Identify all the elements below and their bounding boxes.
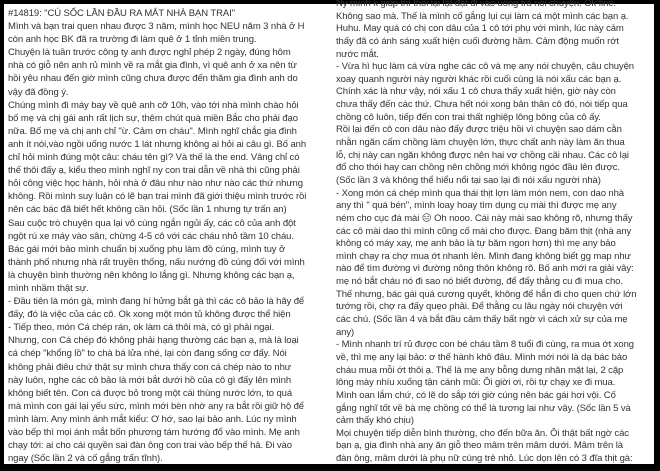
text-line: - Đầu tiên là món gà, mình đang hí hửng bắt gà thì các cô bảo là hãy để [8, 296, 305, 308]
text-line: mẹ nó bắt cháu nó đi sao nó biết đường, để đấy thằng cu đi mua cho. [336, 276, 623, 288]
text-line: anh ít nói,vào ngồi uống nước 1 lát nhưng không ai hỏi ai câu gì. Bố anh [8, 138, 307, 150]
text-line: nước mắt. [336, 48, 379, 60]
text-line: này luôn, nghe các cô bảo là mới bắt dưới hồ của cô gì đấy lên mình [8, 374, 292, 386]
text-line: bạn ạ, gia đình nhà any ăn giỗ theo mâm trên mâm dưới. Mâm trên là [336, 440, 623, 452]
text-line: các chú. (Sốc lần 4 và bắt đầu cảm thấy bất ngờ vì cách xử sự của mẹ [336, 314, 628, 326]
text-line: vậy đã đồng ý. [8, 86, 69, 98]
text-line: mình chạy ra chợ mua ớt nhanh lên. Mình đang không biết gg map như [336, 250, 631, 262]
text-line: lỗ, chị này can ngăn không được nên hai vợ chồng cãi nhau. Các cô lại [336, 149, 629, 161]
text-line: nào để tìm đường vì đường nông thôn không rõ. Bố anh mới ra giải vây: [336, 263, 634, 275]
text-line: nhà có giỗ nên anh rủ mình về ra mắt gia đình, vì quê anh ở xa nên từ [8, 60, 297, 72]
text-line: nữa. Bố mẹ và chị anh chỉ "ừ. Cảm ơn cháu". Mình nghĩ chắc gia đình [8, 125, 297, 137]
text-line: cháu mua mỗi ớt thôi ạ. Thế là mẹ any bỗng dưng nhăn mặt lại, 2 cặp [336, 364, 624, 376]
text-line: Chuyện là tuần trước công ty anh được nghỉ phép 2 ngày, đúng hôm [8, 47, 291, 59]
text-line: còn anh học BK đã ra trường đi làm quê ở 1 tỉnh miền trung. [8, 34, 257, 46]
text-line: - Mình nhanh trí rủ được con bé cháu tầm 8 tuổi đi cùng, ra mua ớt xong [336, 339, 634, 351]
text-line: cảm thấy khó chịu) [336, 415, 414, 427]
text-line: Nhưng, con Cá chép đó không phải hạng thường các bạn ạ, mà là loại [8, 335, 299, 347]
text-line: (Sốc lần 3 và không thể hiểu nổi tại sao lại đi nói xấu người nhà) [336, 174, 601, 186]
text-line: bố mẹ và chị gái anh rất lịch sự, thêm chút quà miền Bắc cho phải đạo [8, 112, 298, 124]
text-line: chỉ hỏi mình đúng một câu: cháu tên gì? Và thế là the end. Vâng chỉ có [8, 152, 300, 164]
text-line: Không sao mà. Thế là mình cố gắng lụi cụi làm cá một mình các bạn ạ. [336, 10, 629, 22]
text-line: Thế nhưng, bác gái quá cương quyết, không để hắn đi cho quen chứ lớn [336, 288, 637, 300]
left-column-text [8, 20, 322, 465]
text-line: Ny mình k giúp thì thôi lại lật đật đi vào uống trà nói chuyện. Ok fine. [336, 0, 617, 9]
post-page [4, 0, 654, 465]
text-line: Mình và bạn trai quen nhau được 3 năm, mình học NEU năm 3 nhà ở H [8, 21, 305, 33]
text-line: mình làm. Any mình ánh mắt kiểu: Ơ hớ, sao lại bảo anh. Lúc ny mình [8, 413, 297, 425]
text-line: không. Rồi mình suy luận có lẽ bạn trai mình đã giới thiệu mình trước rồi [8, 191, 307, 203]
text-line: đổ cho thói hay can chồng nên chồng mới không ngóc đầu lên được. [336, 162, 620, 174]
text-line: nhằn ngăn cấm chồng làm chuyện lớn, thực chất anh này làm ăn thua [336, 137, 625, 149]
text-line: lông mày nhíu xuống tận cánh mũi: Ôi giời ơi, rồi tự chạy xe đi mua. [336, 377, 616, 389]
text-line: Chính xác là như vậy, nói xấu 1 cô chưa thấy xuất hiện, giờ này còn [336, 86, 616, 98]
text-line: Bác gái mới bảo mình chuẩn bị xuống phụ làm đồ cúng, mình tuy ở [8, 243, 286, 255]
text-line: any thì " quá bén", mình loay hoay tìm dụng cụ mài thì được mẹ any [336, 200, 617, 212]
text-line: - Vừa hì hục làm cá vừa nghe các cô và mẹ any nói chuyện, câu chuyện [336, 61, 634, 73]
post-title: #14819: "CÚ SỐC LẦN ĐẦU RA MẮT NHÀ BẠN TRAI" [8, 8, 235, 19]
text-line: tướng rồi, chợ ra đấy quẹo phải. Để thằng cu lâu ngày nói chuyện với [336, 301, 623, 313]
text-line: Mình oan lắm chứ, có lẽ do sắp tới giờ cúng nên bác gái hơi vội. Cố [336, 389, 616, 401]
text-line: thấy đã có ánh sáng xuất hiện cuối đường hầm. Cảm động muốn rớt [336, 35, 619, 47]
text-line: không biết tên. Con cá được bỏ trong một cái thùng nước lớn, to quá [8, 387, 293, 399]
text-line: - Xong món cá chép mình qua thái thịt lợn làm món nem, con dao nhà [336, 187, 624, 199]
text-line: ngay (Sốc lần 2 và cố gắng trấn tĩnh). [8, 453, 163, 465]
right-column [336, 0, 653, 468]
text-line: Mọi chuyện tiếp diễn bình thường, cho đến bữa ăn. Ôi thật bất ngờ các [336, 427, 629, 439]
text-line: hồi yêu nhau đến giờ mình cũng chưa được đến thăm gia đình anh do [8, 73, 298, 85]
text-line: Sau cuộc trò chuyện qua lại vô cùng ngắn ngủi ấy, các cô của anh đột [8, 217, 296, 229]
text-line: thành phố nhưng nhà rất truyền thống, nấu nướng đồ cúng đối với mình [8, 256, 305, 268]
text-line: đàn ông, mâm dưới là phụ nữ cùng trẻ nhỏ. Lúc dọn lên có 3 đĩa thịt gà: [336, 453, 633, 465]
text-line: các cô mài dao thì mình cũng cố mài cho được. Đang băm thịt (nhà any [336, 225, 632, 237]
right-column-text [336, 0, 653, 466]
text-line: chưa thấy đến các thứ. Chưa hết nói xong bản thân cô đó, nói tiếp qua [336, 99, 628, 111]
text-line: đấy, đó là việc của các cô. Ok xong một món tủ không được thể hiện [8, 309, 291, 321]
text-line: - Tiếp theo, món Cá chép rán, ok làm cá thôi mà, có gì phải ngại. [8, 322, 274, 334]
text-line: là chuyện bình thường nên không lo lắng gì. Nhưng không các bạn ạ, [8, 269, 295, 281]
text-line: chồng cô luôn, tiếp đến con trai thất nghiệp lông bông của cô ấy. [336, 111, 601, 123]
text-line: mà mình con gái lại yếu sức, mình mới bèn nhờ any ra bắt rồi giữ hộ để [8, 400, 304, 412]
text-line: Rồi lại đến cô con dâu nào đấy được triệu hồi vì chuyện sao dám cằn [336, 124, 622, 136]
text-line: Huhu. May quá có chị con dâu của 1 cô tới phụ với mình, lúc này cảm [336, 23, 624, 35]
text-line: ném cho cục đá mài 😑 Oh nooo. Cái này mài sao không rõ, nhưng thấy [336, 212, 633, 224]
text-line: không phải điêu chứ thật sự mình chưa thấy con cá chép nào to như [8, 361, 292, 373]
text-line: Chúng mình đi máy bay về quê anh cỡ 10h, vào tới nhà mình chào hỏi [8, 99, 299, 111]
text-line: không có máy xay, mẹ anh bảo là tự băm ngon hơn) thì mẹ any bảo [336, 238, 616, 250]
text-line: cá chép "khổng lồ" to chà bá lửa nhé, lại còn đang sống cơ đấy. Nói [8, 348, 287, 360]
left-column [8, 7, 322, 464]
text-line: gắng nghĩ tốt về bà mẹ chồng có thể là tương lai như vậy. (Sốc lần 5 và [336, 402, 631, 414]
text-line: nên các bác đã biết hết không cần hỏi. (Sốc lần 1 nhưng tự trấn an) [8, 204, 287, 216]
text-line: ngột rú xe máy vào sân, chừng 4-5 cô với các cháu nhỏ tầm 10 cháu. [8, 230, 294, 242]
text-line: xoay quanh người này người khác rồi cuối cùng là nói xấu các bạn ạ. [336, 73, 622, 85]
text-line: any) [336, 326, 355, 338]
text-line: vào bếp thì mọi ánh mắt bốn phương tám hướng đổ vào mình. Mẹ anh [8, 427, 300, 438]
text-line: chạy tới: ai cho cái quyền sai đàn ông con trai vào bếp thế hả. Đi vào [8, 440, 292, 452]
text-line: mình nhầm thật sự. [8, 282, 89, 294]
text-line: về, thì mẹ any lại bảo: ơ thế hành khô đâu. Mình mới nói là dạ bác bảo [336, 351, 628, 363]
text-line: thế thôi đấy ạ, kiểu theo mình nghĩ ny con trai dẫn về nhà thì cũng phải [8, 165, 300, 177]
text-line: hỏi công việc học hành, hỏi nhà ở đâu như nào như nào các thứ nhưng [8, 178, 303, 190]
